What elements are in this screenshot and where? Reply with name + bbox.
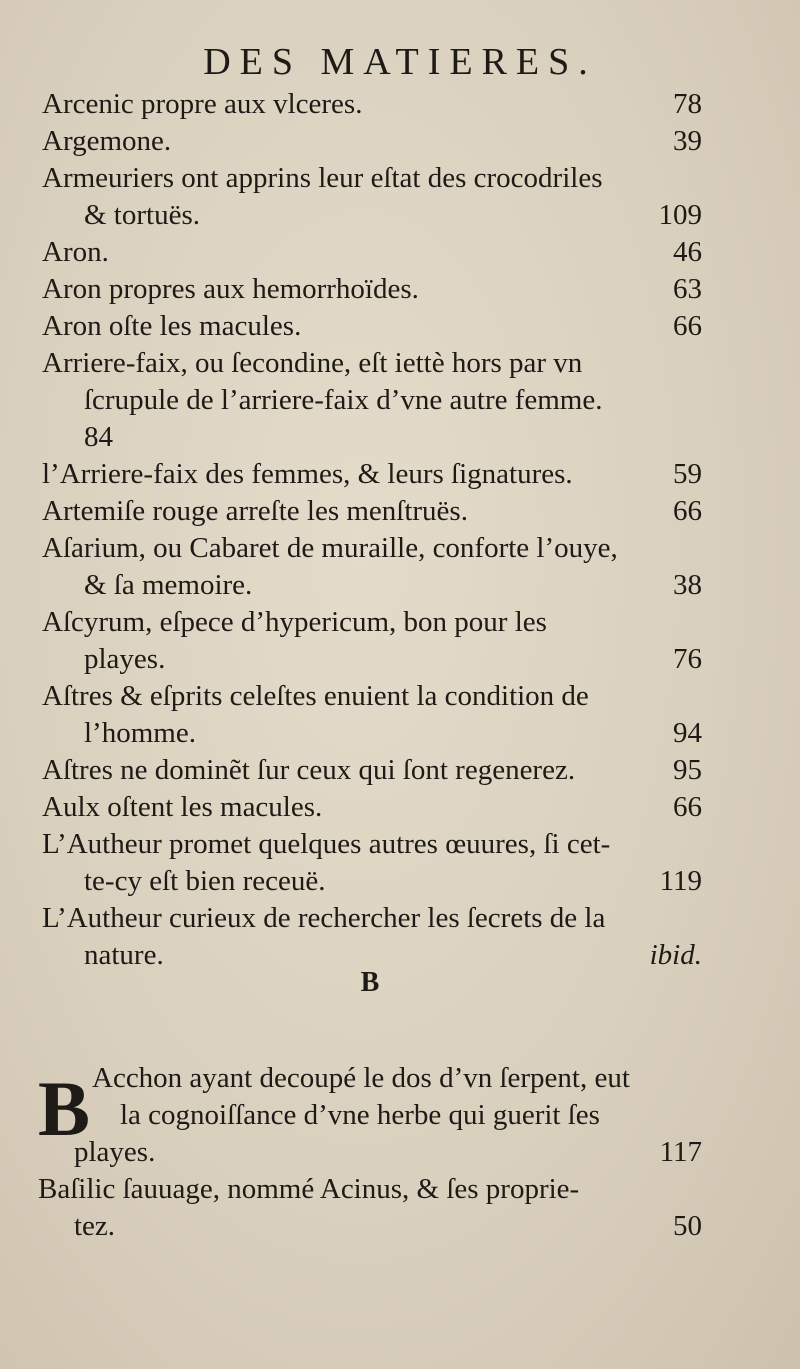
index-line: Arriere-faix, ou ſecondine, eſt iettè hors par vn: [42, 347, 583, 379]
page-number: ibid.: [649, 939, 702, 971]
index-line: Aron. 46: [42, 234, 702, 271]
index-line: Armeuriers ont apprins leur eſtat des crocodriles: [42, 162, 603, 194]
index-line: l’homme. 94: [42, 715, 702, 752]
index-line: Aſtres ne dominẽt ſur ceux qui ſont regenerez. 95: [42, 752, 702, 789]
index-line: l’Arriere-faix des femmes, & leurs ſignatures. 59: [42, 456, 702, 493]
index-line: L’Autheur curieux de rechercher les ſecrets de la: [42, 902, 606, 934]
index-line: playes. 117: [38, 1134, 702, 1171]
index-entries: [42, 86, 702, 974]
index-line: te-cy eſt bien receuë. 119: [42, 863, 702, 900]
index-line: tez. 50: [38, 1208, 702, 1245]
section-b: [38, 1060, 702, 1245]
page-number: 38: [673, 569, 702, 601]
page-number: 94: [673, 717, 702, 749]
index-line: nature. ibid.: [42, 937, 702, 974]
page-number: 50: [673, 1210, 702, 1242]
index-line: Aſarium, ou Cabaret de muraille, conforte l’ouye,: [42, 532, 618, 564]
index-line: Aulx oſtent les macules. 66: [42, 789, 702, 826]
page-number: 109: [658, 199, 702, 231]
index-line: Aron oſte les macules. 66: [42, 308, 702, 345]
index-line: playes. 76: [42, 641, 702, 678]
page-header: DES MATIERES.: [203, 41, 597, 83]
page-number: 76: [673, 643, 702, 675]
index-line: la cognoiſſance d’vne herbe qui guerit ſes: [120, 1099, 600, 1131]
page-number: 95: [673, 754, 702, 786]
index-line: Aron propres aux hemorrhoïdes. 63: [42, 271, 702, 308]
page-number: 63: [673, 273, 702, 305]
page-number: 117: [659, 1136, 702, 1168]
page-number: 78: [673, 88, 702, 120]
index-line: Baſilic ſauuage, nommé Acinus, & ſes proprie-: [38, 1173, 580, 1205]
page-number: 119: [659, 865, 702, 897]
drop-cap: B: [38, 1065, 91, 1152]
index-line: Aſtres & eſprits celeſtes enuient la condition de: [42, 680, 589, 712]
section-letter: B: [360, 967, 380, 998]
page-number: 59: [673, 458, 702, 490]
index-line: ſcrupule de l’arriere-faix d’vne autre femme.: [84, 384, 603, 416]
index-line: L’Autheur promet quelques autres œuures, ſi cet-: [42, 828, 611, 860]
page-number: 66: [673, 310, 702, 342]
index-line: & ſa memoire. 38: [42, 567, 702, 604]
index-line: Arcenic propre aux vlceres. 78: [42, 86, 702, 123]
page-number: 66: [673, 495, 702, 527]
index-line: 84: [84, 421, 113, 453]
index-line: & tortuës. 109: [42, 197, 702, 234]
index-line: Argemone. 39: [42, 123, 702, 160]
page-number: 39: [673, 125, 702, 157]
index-line: Artemiſe rouge arreſte les menſtruës. 66: [42, 493, 702, 530]
index-line: Acchon ayant decoupé le dos d’vn ſerpent, eut: [92, 1062, 630, 1094]
page-number: 46: [673, 236, 702, 268]
page-number: 66: [673, 791, 702, 823]
index-line: Aſcyrum, eſpece d’hypericum, bon pour les: [42, 606, 547, 638]
